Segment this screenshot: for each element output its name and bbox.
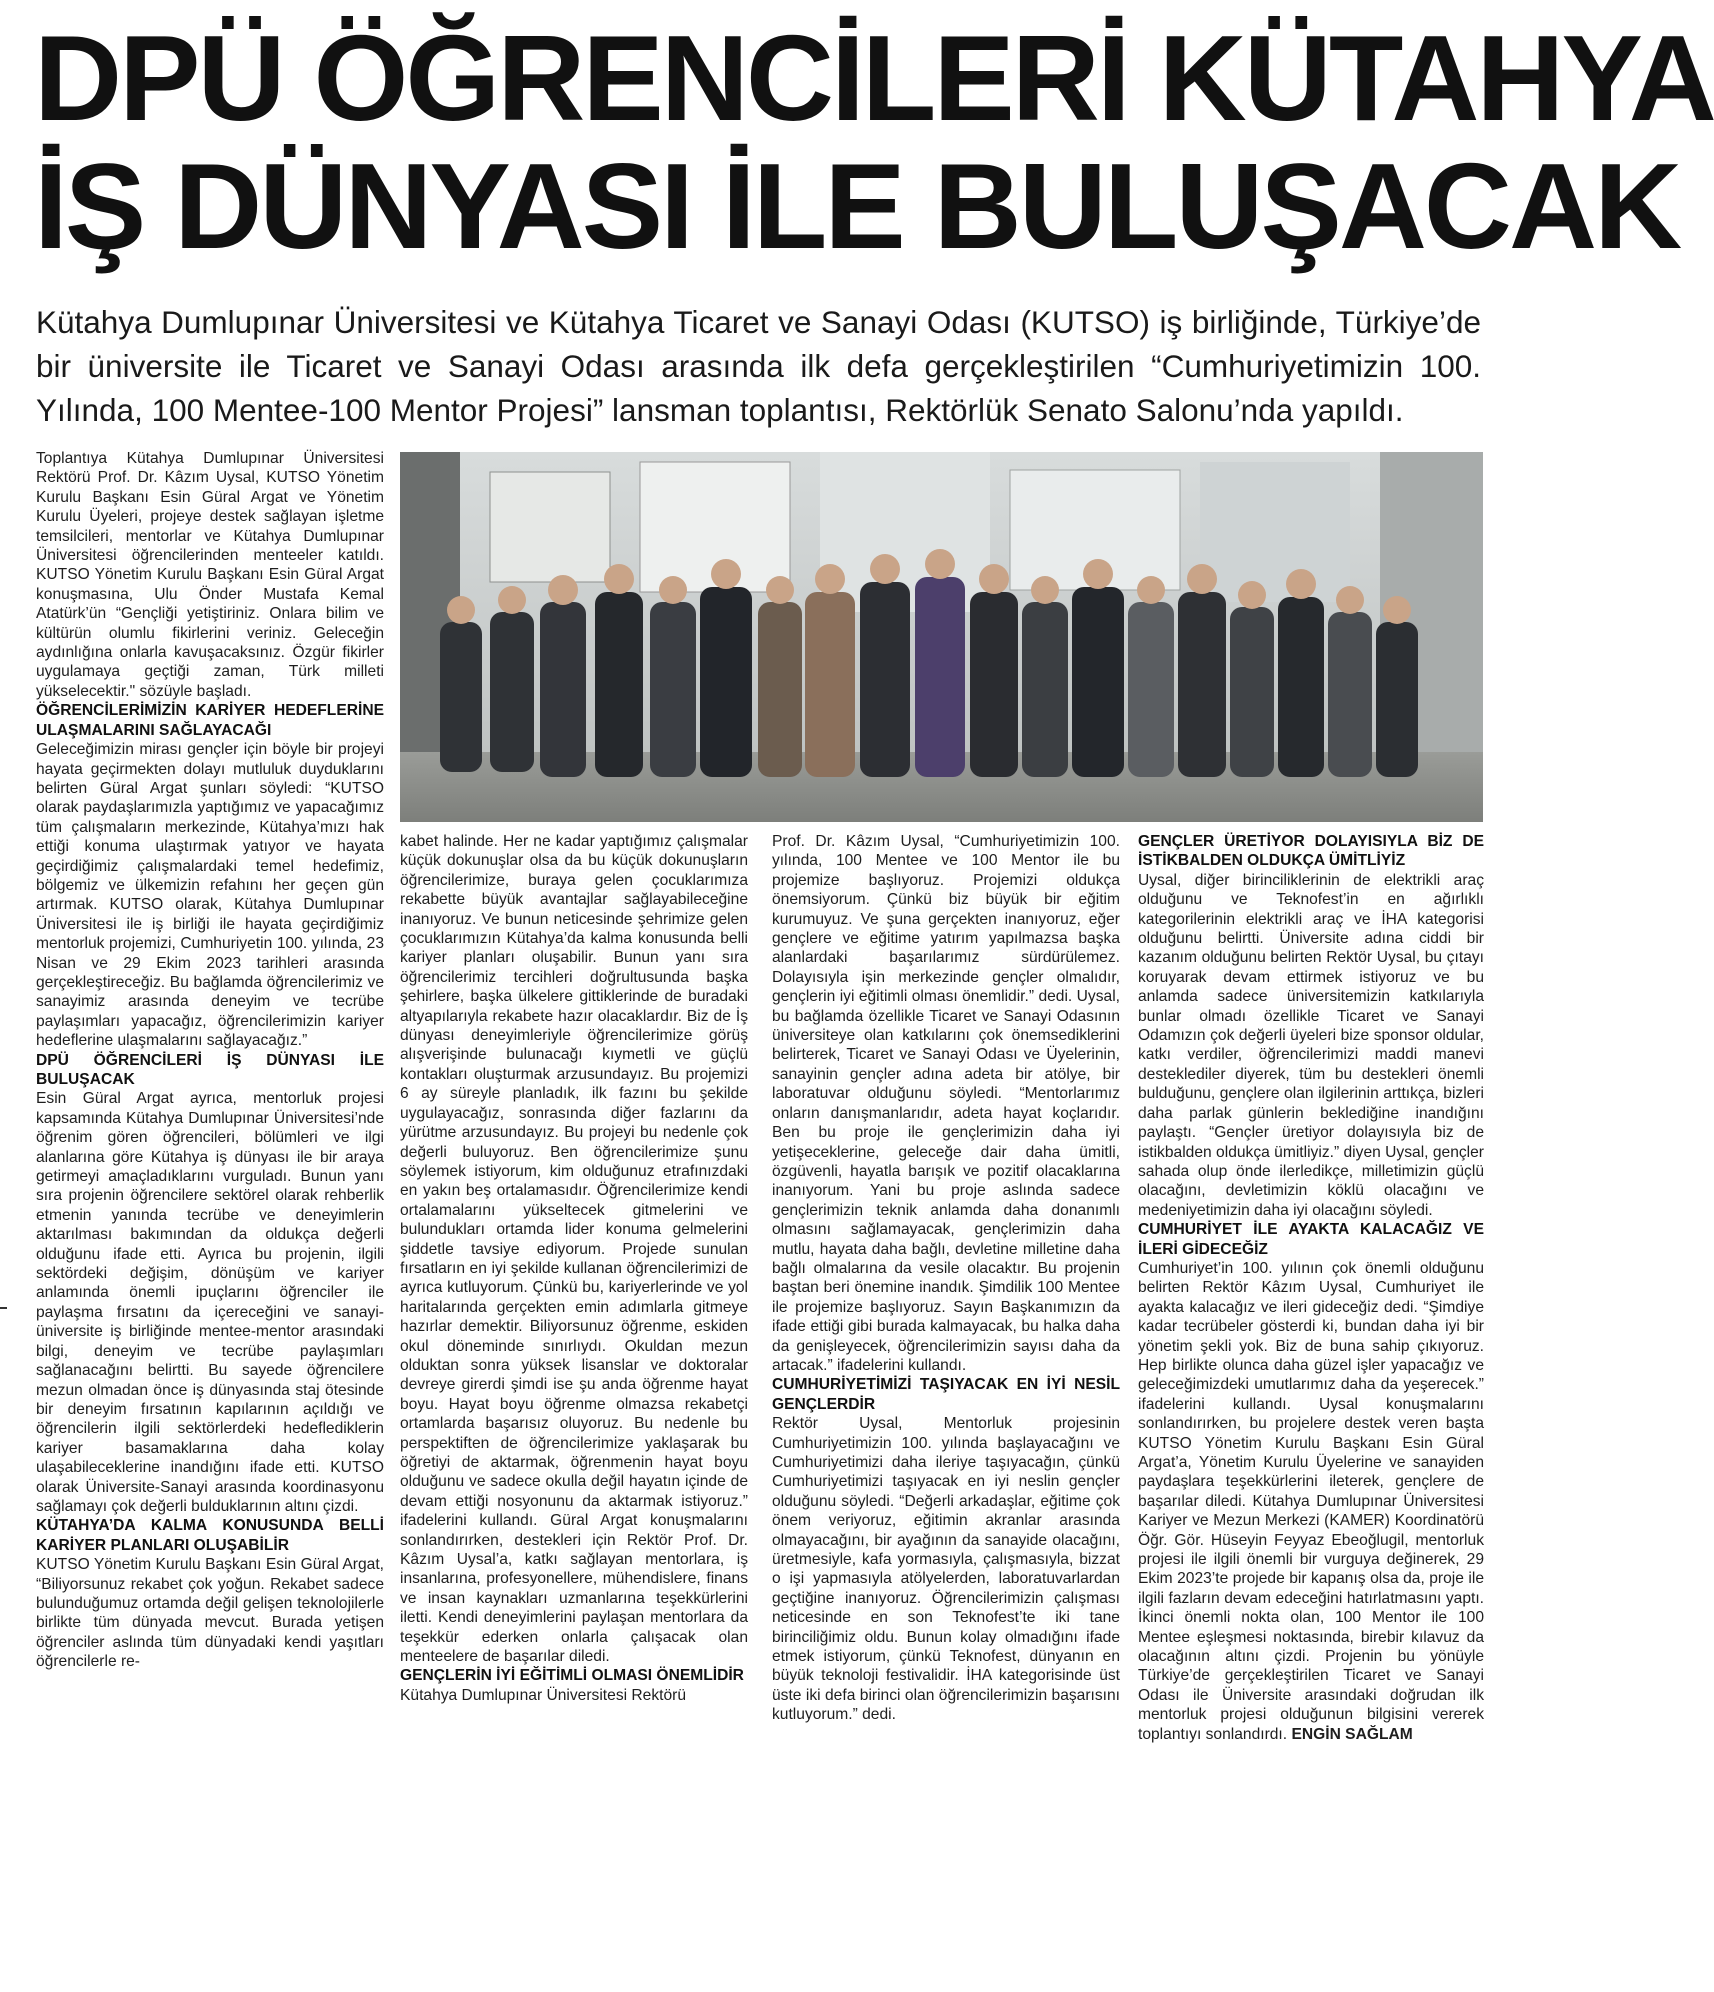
col1-paragraph-3: Esin Güral Argat ayrıca, mentorluk projesi kapsamında Kütahya Dumlupınar Üniversitesi’nde öğrenim gören öğrencileri, bölümleri ve ilgi alanlarına göre Kütahya iş dünyası ile bir araya getirmeyi amaçladıklarını vurguladı. Bunun yanı sıra projenin öğrencilere sektörel olarak rehberlik etmenin yanında tecrübe ve deneyimlerin aktarılması bakımından da oldukça değerli olduğunu ifade etti. Ayrıca bu projenin, ilgili sektördeki değişim, dönüşüm ve kariyer anlamında önemli ipuçlarını öğrenciler ile paylaşma fırsatını da içereceğini ve sanayi-üniversite iş birliğinde mentee-mentor arasındaki bilgi, deneyim ve tecrübe paylaşımları sağlanacağını belirtti. Bu sayede öğrencilere mezun olmadan önce iş dünyasında staj ötesinde bir deneyim fırsatının kapılarının açıldığı ve öğrencilerin ilgili sektörlerdeki hedeflediklerin kariyer basamaklarına daha kolay ulaşabileceklerine inandığını ifade etti. KUTSO olarak Üniversite-Sanayi arasında koordinasyonu sağlamayı çok değerli bulduklarının altını çizdi. [36,1090,384,1515]
column-2 [400,832,748,1982]
author-byline: ENGİN SAĞLAM [1291,1725,1413,1743]
col3-paragraph-1: Prof. Dr. Kâzım Uysal, “Cumhuriyetimizin 100. yılında, 100 Mentee ve 100 Mentor ile bu projemize başlıyoruz. Projemizi oldukça önemsiyorum. Çünkü biz büyük bir eğitim kurumuyuz. Ve şuna gerçekten inanıyoruz, eğer gençlere ve eğitime yatırım yapılmazsa başka alanlardaki başarılarımız sürdürülemez. Dolayısıyla işin merkezinde gençler olmalıdır, gençlerin iyi eğitimli olması önemlidir.” dedi. Uysal, bu bağlamda özellikle Ticaret ve Sanayi Odasının üniversiteye olan katkılarını çok önemsediklerini belirterek, Ticaret ve Sanayi Odası ve Üyelerinin, sanayinin gençler adına adeta bir atölye, bir laboratuvar olduğunu söyledi. “Mentorlarımız onların danışmanlarıdır, adeta hayat koçlarıdır. Ben bu proje ile gençlerimizin daha iyi yetişeceklerine, geleceğe dair daha ümitli, özgüvenli, hayatla barışık ve pozitif olacaklarına inanıyorum. Yani bu proje aslında sadece gençlerimizin teknik anlamda daha donanımlı olmasını sağlamayacak, gençlerimizin daha mutlu, hayata daha bağlı, devletine milletine daha bağlı olmalarına da vesile olacaktır. Bu projenin baştan beri önemine inandık. Şimdilik 100 Mentee ile projemize başlıyoruz. Sayın Başkanımızın da ifade ettiği gibi burada kalmayacak, bu halka daha da genişleyecek, öğrencilerimizin sayısı daha da artacak.” ifadelerini kullandı. [772,833,1120,1374]
col1-subheading-2: DPÜ ÖĞRENCİLERİ İŞ DÜNYASI İLE BULUŞACAK [36,1051,384,1088]
column-4 [1138,832,1484,1982]
col4-subheading-2: CUMHURİYET İLE AYAKTA KALACAĞIZ VE İLERİ GİDECEĞİZ [1138,1221,1484,1258]
col4-paragraph-2-text: Cumhuriyet’in 100. yılının çok önemli olduğunu belirten Rektör Kâzım Uysal, Cumhuriyet ile ayakta kalacağız ve ileri gideceğiz dedi. “Şimdiye kadar tecrübeler gösterdi ki, bundan daha iyi bir yönetim şekli yok. Biz de buna sahip çıkıyoruz. Hep birlikte olunca daha güzel işler yapacağız ve geleceğimizdeki umutlarımız daha da yeşerecek.” ifadelerini kullandı. Uysal konuşmalarını sonlandırırken, bu projelere destek veren başta KUTSO Yönetim Kurulu Başkanı Esin Güral Argat’a, Yönetim Kurulu Üyelerine ve sanayiden paydaşlara teşekkürlerini ileterek, gençlere de başarılar diledi. Kütahya Dumlupınar Üniversitesi Kariyer ve Mezun Merkezi (KAMER) Koordinatörü Öğr. Gör. Hüseyin Feyyaz Ebeoğlugil, mentorluk projesi ile ilgili önemli bir vurguya değinerek, 29 Ekim 2023’te projede bir kapanış olsa da, proje ile ilgili fazların devam edeceğini hatırlatmasını yaptı. İkinci önemli nokta olan, 100 Mentor ile 100 Mentee eşleşmesi noktasında, birebir kılavuz da olacağının altını çizdi. Projenin bu yönüyle Türkiye’de gerçekleştirilen Ticaret ve Sanayi Odası ile Üniversite arasındaki doğrudan ilk mentorluk projesi olduğunun bilgisini vererek toplantıyı sonlandırdı. [1138,1259,1484,1743]
col2-paragraph-2: Kütahya Dumlupınar Üniversitesi Rektörü [400,1686,687,1704]
col2-subheading-1: GENÇLERİN İYİ EĞİTİMLİ OLMASI ÖNEMLİDİR [400,1667,744,1685]
lead-paragraph: Kütahya Dumlupınar Üniversitesi ve Kütahya Ticaret ve Sanayi Odası (KUTSO) iş birliğinde, Türkiye’de bir üniversite ile Ticaret ve Sanayi Odası arasında ilk defa gerçekleştirilen “Cumhuriyetimizin 100. Yılında, 100 Mentee-100 Mentor Projesi” lansman toplantısı, Rektörlük Senato Salonu’nda yapıldı. [36,304,1481,428]
column-3 [772,832,1120,1982]
group-photo [400,452,1483,822]
col1-subheading-1: ÖĞRENCİLERİMİZİN KARİYER HEDEFLERİNE ULAŞMALARINI SAĞLAYACAĞI [36,702,384,739]
headline [34,10,1714,274]
headline-line-2: İŞ DÜNYASI İLE BULUŞACAK [34,138,1680,274]
col3-subheading-1: CUMHURİYETİMİZİ TAŞIYACAK EN İYİ NESİL GENÇLERDİR [772,1376,1120,1413]
col1-subheading-3: KÜTAHYA’DA KALMA KONUSUNDA BELLİ KARİYER PLANLARI OLUŞABİLİR [36,1517,384,1554]
col4-subheading-1: GENÇLER ÜRETİYOR DOLAYISIYLA BİZ DE İSTİKBALDEN OLDUKÇA ÜMİTLİYİZ [1138,833,1484,870]
col2-paragraph-1: kabet halinde. Her ne kadar yaptığımız çalışmalar küçük dokunuşlar olsa da bu küçük dokunuşların öğrencilerimize, buraya gelen çocuklarımıza rekabette büyük avantajlar sağlayabileceğine inanıyoruz. Ve bunun neticesinde şehrimize gelen çocuklarımızın Kütahya’da kalma konusunda belli kariyer planları oluşabilir. Bunun yanı sıra öğrencilerimiz tercihleri doğrultusunda başka şehirlere, başka ülkelere gittiklerinde de buradaki altyapılarıyla rekabete hazır olacaklardır. Biz de İş dünyası deneyimleriyle öğrencilerimize görüş alışverişinde bulunacağı kıymetli ve güçlü kontakları oluşturmak arzusundayız. Bu projemizi 6 ay süreyle planladık, ilk fazını bu şekilde uygulayacağız, sonrasında diğer fazlarını da yürütme arzusundayız. Bu projeyi bu nedenle çok değerli buluyoruz. Ben öğrencilerimize şunu söylemek istiyorum, kim olduğunuz etrafınızdaki en yakın beş ortalamasıdır. Öğrencilerimize kendi ortalamalarını yükseltecek gitmelerini ve bulundukları ortamda lider konuma gelmelerini şiddetle tavsiye ediyorum. Projede sunulan fırsatların en iyi şekilde kullanan öğrencilerimizi de ayrıca kutluyorum. Çünkü bu, kariyerlerinde ve yol haritalarında gerçekten emin adımlarla gitmeye hazırlar demektir. Biliyorsunuz öğrenme, eskiden okul döneminde sınırlıydı. Okuldan mezun olduktan sonra yüksek lisanslar ve doktoralar devreye girerdi şimdi ise şu anda öğrenme hayat boyu. Hayat boyu öğrenme olmazsa rekabetçi ortamlarda başarısız oluyoruz. Bu nedenle bu perspektiften de öğrencilerimize yaklaşarak bu öğretiyi de aktarmak, öğrenmenin hayat boyu olduğunu ve sadece okulla değil hayatın içinde de devam ettiği nosyonunu da aktarmak istiyoruz.” ifadelerini kullandı. Güral Argat konuşmalarını sonlandırırken, destekleri için Rektör Prof. Dr. Kâzım Uysal’a, katkı sağlayan mentorlara, iş insanlarına, profesyonellere, mühendislere, finans ve insan kaynakları uzmanlarına teşekkürlerini iletti. Kendi deneyimlerini paylaşan mentorlara da teşekkür ederken onlarla çalışacak olan menteelere de başarılar diledi. [400,833,748,1666]
column-1 [36,449,384,1984]
col4-paragraph-2 [1138,1259,1484,1744]
margin-mark [0,1307,7,1309]
headline-line-1: DPÜ ÖĞRENCİLERİ KÜTAHYA [34,10,1714,146]
col1-paragraph-2: Geleceğimizin mirası gençler için böyle bir projeyi hayata geçirmekten dolayı mutluluk duyduklarını belirten Güral Argat şunları söyledi: “KUTSO olarak paydaşlarımızla yaptığımız ve yapacağımız tüm çalışmaların merkezinde, Kütahya’mızı hak ettiği konuma ulaştırmak yatıyor ve hayata geçirdiğimiz çalışmalardaki temel hedefimiz, bölgemiz ve ülkemizin refahını her geçen gün artırmak. KUTSO olarak, Kütahya Dumlupınar Üniversitesi ile iş birliği ile hayata geçirdiğimiz mentorluk projemizi, Cumhuriyetin 100. yılında, 23 Nisan ve 29 Ekim 2023 tarihleri arasında gerçekleştireceğiz. Bu bağlamda öğrencilerimiz ve sanayimiz arasında deneyim ve tecrübe paylaşımları yapacağız, öğrencilerimizin kariyer hedeflerine ulaşmalarını sağlayacağız.” [36,741,384,1050]
col3-paragraph-2: Rektör Uysal, Mentorluk projesinin Cumhuriyetimizin 100. yılında başlayacağını ve Cumhuriyetimizi daha ileriye taşıyacağın, çünkü Cumhuriyetimizi taşıyacak en iyi neslin gençler olduğunu söyledi. “Değerli arkadaşlar, eğitime çok önem veriyoruz, eğitimin akranlar arasında olmayacağını, bir ayağının da sanayide olacağını, üretmesiyle, kafa yormasıyla, çalışmasıyla, bizzat o işi yapmasıyla atölyelerden, laboratuvarlardan geçtiğine inanıyoruz. Öğrencilerimizin çalışması neticesinde en son Teknofest’te iki tane birinciliğimiz oldu. Bunun kolay olmadığını ifade etmek istiyorum, çünkü Teknofest, dünyanın en büyük teknoloji festivalidir. İHA kategorisinde üst üste iki defa birinci olan öğrencilerimizin başarısını kutluyorum.” dedi. [772,1415,1120,1724]
col1-paragraph-1: Toplantıya Kütahya Dumlupınar Üniversitesi Rektörü Prof. Dr. Kâzım Uysal, KUTSO Yönetim Kurulu Başkanı Esin Güral Argat ve Yönetim Kurulu Üyeleri, projeye destek sağlayan işletme temsilcileri, mentorlar ve Kütahya Dumlupınar Üniversitesi öğrencilerinden menteeler katıldı. KUTSO Yönetim Kurulu Başkanı Esin Güral Argat konuşmasına, Ulu Önder Mustafa Kemal Atatürk’ün “Gençliği yetiştiriniz. Onlara bilim ve kültürün olumlu fikirlerini veriniz. Geleceğin aydınlığına onlarla kavuşacaksınız. Özgür fikirler uygulamaya geçtiği zaman, Türk milleti yükselecektir." sözüyle başladı. [36,450,384,700]
col4-paragraph-1: Uysal, diğer birinciliklerinin de elektrikli araç olduğunu ve Teknofest’in en ağırlıklı kategorilerinin elektrikli araç ve İHA kategorisi olduğunu belirtti. Üniversite adına ciddi bir kazanım olduğunu belirten Rektör Uysal, bu çıtayı koruyarak devam ettirmek istiyoruz ve bu anlamda sadece üniversitemizin katkılarıyla bunlar olmadı özellikle Ticaret ve Sanayi Odamızın çok değerli üyeleri bize sponsor oldular, katkı verdiler, öğrencilerimizi maddi manevi desteklediler diyerek, tüm bu destekleri önemli bulduğunu, gençlere olan ilgilerinin arttıkça, bizleri daha parlak günlerin beklediğine inandığını paylaştı. “Gençler üretiyor dolayısıyla biz de istikbalden oldukça ümitliyiz.” diyen Uysal, gençler sahada olup önde ilerledikçe, milletimizin güçlü olacağını, devletimizin köklü olacağını ve medeniyetimizin daha iyi olacağını söyledi. [1138,871,1484,1219]
col1-paragraph-4: KUTSO Yönetim Kurulu Başkanı Esin Güral Argat, “Biliyorsunuz rekabet çok yoğun. Rekabet sadece bulunduğumuz ortamda değil gelişen teknolojilerle birlikte tüm dünyada mevcut. Burada yetişen öğrenciler aslında tüm dünyadaki kendi yaşıtları öğrencilerle re- [36,1556,384,1671]
